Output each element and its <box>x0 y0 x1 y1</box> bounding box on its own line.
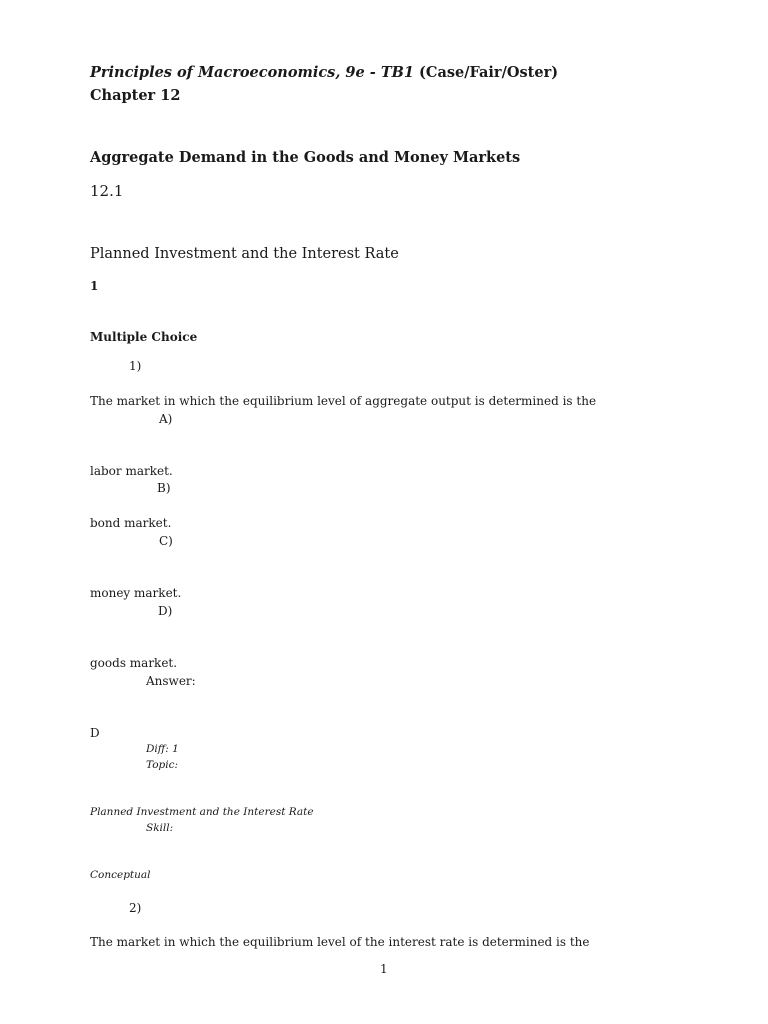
option-letter-b: B) <box>157 481 171 495</box>
section-number: 12.1 <box>90 182 124 200</box>
skill-label: Skill: <box>146 822 174 834</box>
objective-number: 1 <box>90 279 99 293</box>
difficulty: Diff: 1 <box>146 743 179 755</box>
answer-label: Answer: <box>146 674 196 688</box>
skill-value: Conceptual <box>90 869 151 881</box>
option-text-a: labor market. <box>90 464 173 478</box>
question-stem: The market in which the equilibrium level of aggregate output is determined is the <box>90 394 597 408</box>
book-title-italic: Principles of Macroeconomics, 9e - TB1 <box>90 64 414 81</box>
question-type-heading: Multiple Choice <box>90 330 198 344</box>
option-text-c: money market. <box>90 586 182 600</box>
topic-label: Topic: <box>146 759 179 771</box>
page-number: 1 <box>380 962 388 976</box>
option-text-d: goods market. <box>90 656 178 670</box>
section-title: Aggregate Demand in the Goods and Money Markets <box>90 149 521 166</box>
chapter-heading: Chapter 12 <box>90 87 181 104</box>
question-stem: The market in which the equilibrium level of the interest rate is determined is the <box>90 935 590 949</box>
option-text-b: bond market. <box>90 516 172 530</box>
option-letter-c: C) <box>159 534 173 548</box>
question-number: 1) <box>129 359 142 373</box>
book-authors: (Case/Fair/Oster) <box>414 64 559 81</box>
answer-value: D <box>90 726 100 740</box>
book-title <box>90 66 558 81</box>
option-letter-d: D) <box>158 604 173 618</box>
topic-value: Planned Investment and the Interest Rate <box>90 806 314 818</box>
topic-heading: Planned Investment and the Interest Rate <box>90 246 399 262</box>
question-number: 2) <box>129 901 142 915</box>
option-letter-a: A) <box>159 412 173 426</box>
